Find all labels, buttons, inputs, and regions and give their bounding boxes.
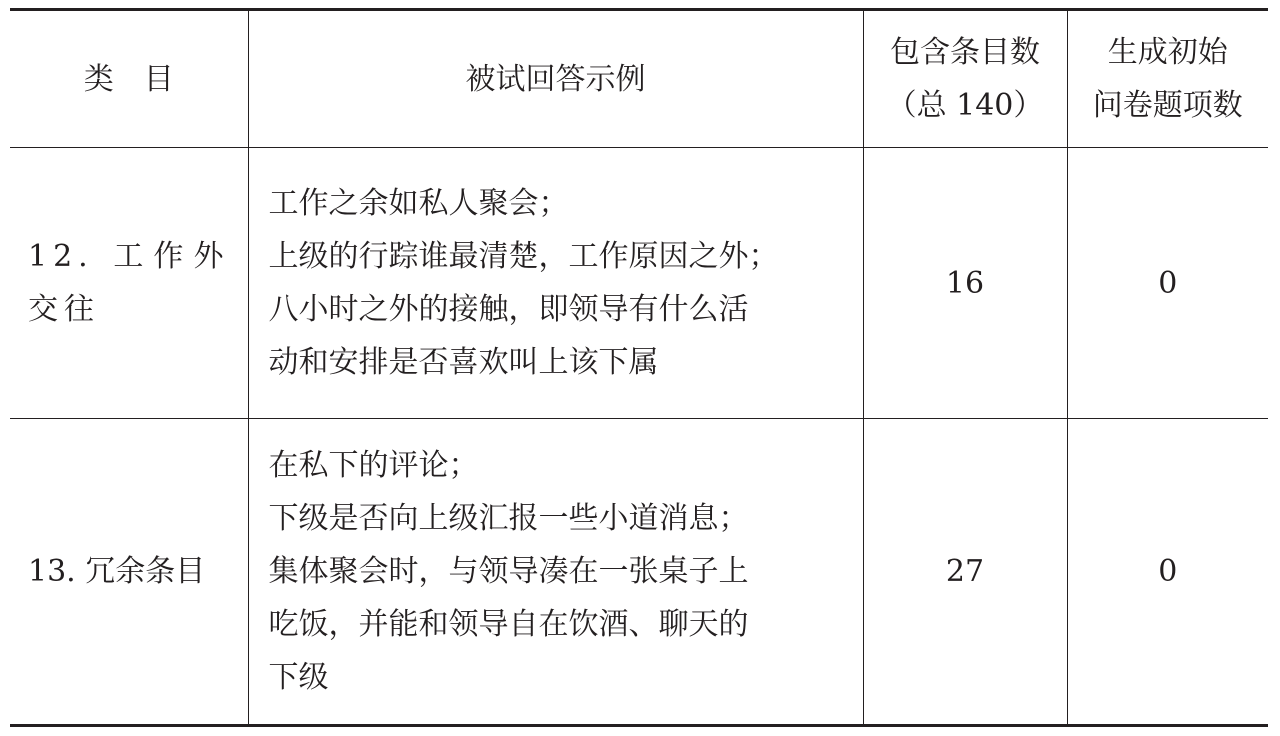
example-line: 吃饭，并能和领导自在饮酒、聊天的 <box>268 607 749 642</box>
header-examples: 被试回答示例 <box>248 10 863 148</box>
examples-cell <box>248 419 863 726</box>
header-category: 类 目 <box>10 10 248 148</box>
data-table <box>10 8 1268 727</box>
initial-items-cell: 0 <box>1067 419 1268 726</box>
count-cell: 16 <box>863 148 1067 419</box>
example-line: 下级是否向上级汇报一些小道消息； <box>268 501 749 536</box>
table-row <box>10 419 1268 726</box>
header-item-count-line2: （总 140） <box>886 88 1044 123</box>
examples-cell <box>248 148 863 419</box>
example-line: 集体聚会时，与领导凑在一张桌子上 <box>268 554 749 589</box>
header-row <box>10 10 1268 148</box>
example-line: 八小时之外的接触，即领导有什么活 <box>268 292 749 327</box>
count-cell: 27 <box>863 419 1067 726</box>
initial-items-cell: 0 <box>1067 148 1268 419</box>
header-initial-items-line2: 问卷题项数 <box>1092 88 1243 123</box>
header-initial-items <box>1067 10 1268 148</box>
example-line: 动和安排是否喜欢叫上该下属 <box>268 345 659 380</box>
example-line: 工作之余如私人聚会； <box>268 186 569 221</box>
example-line: 下级 <box>268 660 329 695</box>
example-line: 在私下的评论； <box>268 448 479 483</box>
header-item-count-line1: 包含条目数 <box>890 35 1040 70</box>
header-initial-items-line1: 生成初始 <box>1107 35 1228 70</box>
example-line: 上级的行踪谁最清楚，工作原因之外； <box>268 239 779 274</box>
header-item-count <box>863 10 1067 148</box>
table-row <box>10 148 1268 419</box>
category-cell: 12. 工作外交往 <box>10 148 248 419</box>
category-cell: 13. 冗余条目 <box>10 419 248 726</box>
